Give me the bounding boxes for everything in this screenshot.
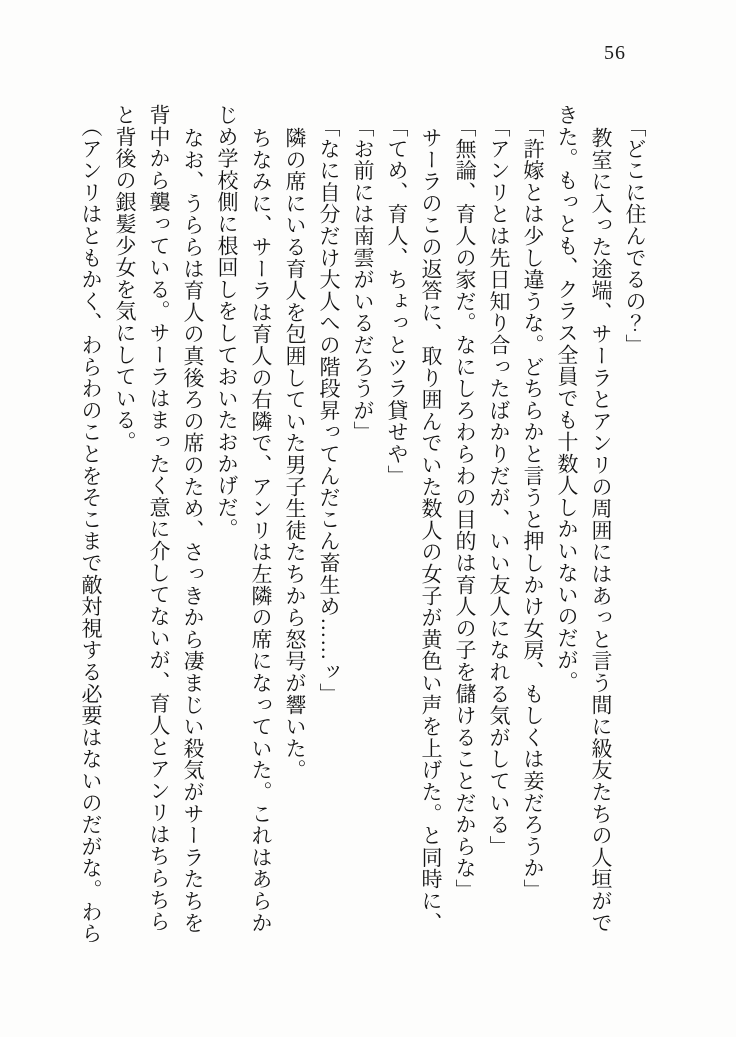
paragraph-inner-monologue: （アンリはともかく、わらわのことをそこまで敵対視する必要はないのだがな。わら bbox=[79, 115, 103, 944]
paragraph-dialogue: 「アンリとは先日知り合ったばかりだが、いい友人になれる気がしている」 bbox=[487, 115, 511, 857]
paragraph-narrative: サーラのこの返答に、取り囲んでいた数人の女子が黄色い声を上げた。と同時に、 bbox=[419, 127, 443, 934]
paragraph-dialogue: 「どこに住んでるの？」 bbox=[623, 115, 647, 356]
body-text-block bbox=[60, 104, 652, 946]
page-number: 56 bbox=[604, 42, 626, 64]
paragraph-dialogue: 「無論、育人の家だ。なにしろわらわの目的は育人の子を儲けることだからな」 bbox=[453, 115, 477, 901]
paragraph-narrative: なお、うららは育人の真後ろの席のため、さっきから凄まじい殺気がサーラたちを背中から襲っている。サーラはまったく意に介してないが、育人とアンリはちらちらと背後の銀髪少女を気にしている。 bbox=[113, 104, 205, 934]
paragraph-dialogue: 「なに自分だけ大人への階段昇ってんだこん畜生め……ッ」 bbox=[317, 115, 341, 705]
paragraph-dialogue: 「許嫁とは少し違うな。どちらかと言うと押しかけ女房、もしくは妾だろうか」 bbox=[521, 115, 545, 901]
paragraph-narrative: ちなみに、サーラは育人の右隣で、アンリは左隣の席になっていた。これはあらかじめ学校側に根回しをしておいたおかげだ。 bbox=[215, 104, 273, 934]
paragraph-narrative: 教室に入った途端、サーラとアンリの周囲にはあっと言う間に級友たちの人垣ができた。もっとも、クラス全員でも十数人しかいないのだが。 bbox=[555, 104, 613, 934]
paragraph-dialogue: 「お前には南雲がいるだろうが」 bbox=[351, 115, 375, 443]
paragraph-narrative: 隣の席にいる育人を包囲していた男子生徒たちから怒号が響いた。 bbox=[283, 127, 307, 782]
paragraph-dialogue: 「てめ、育人、ちょっとツラ貸せや」 bbox=[385, 115, 409, 487]
